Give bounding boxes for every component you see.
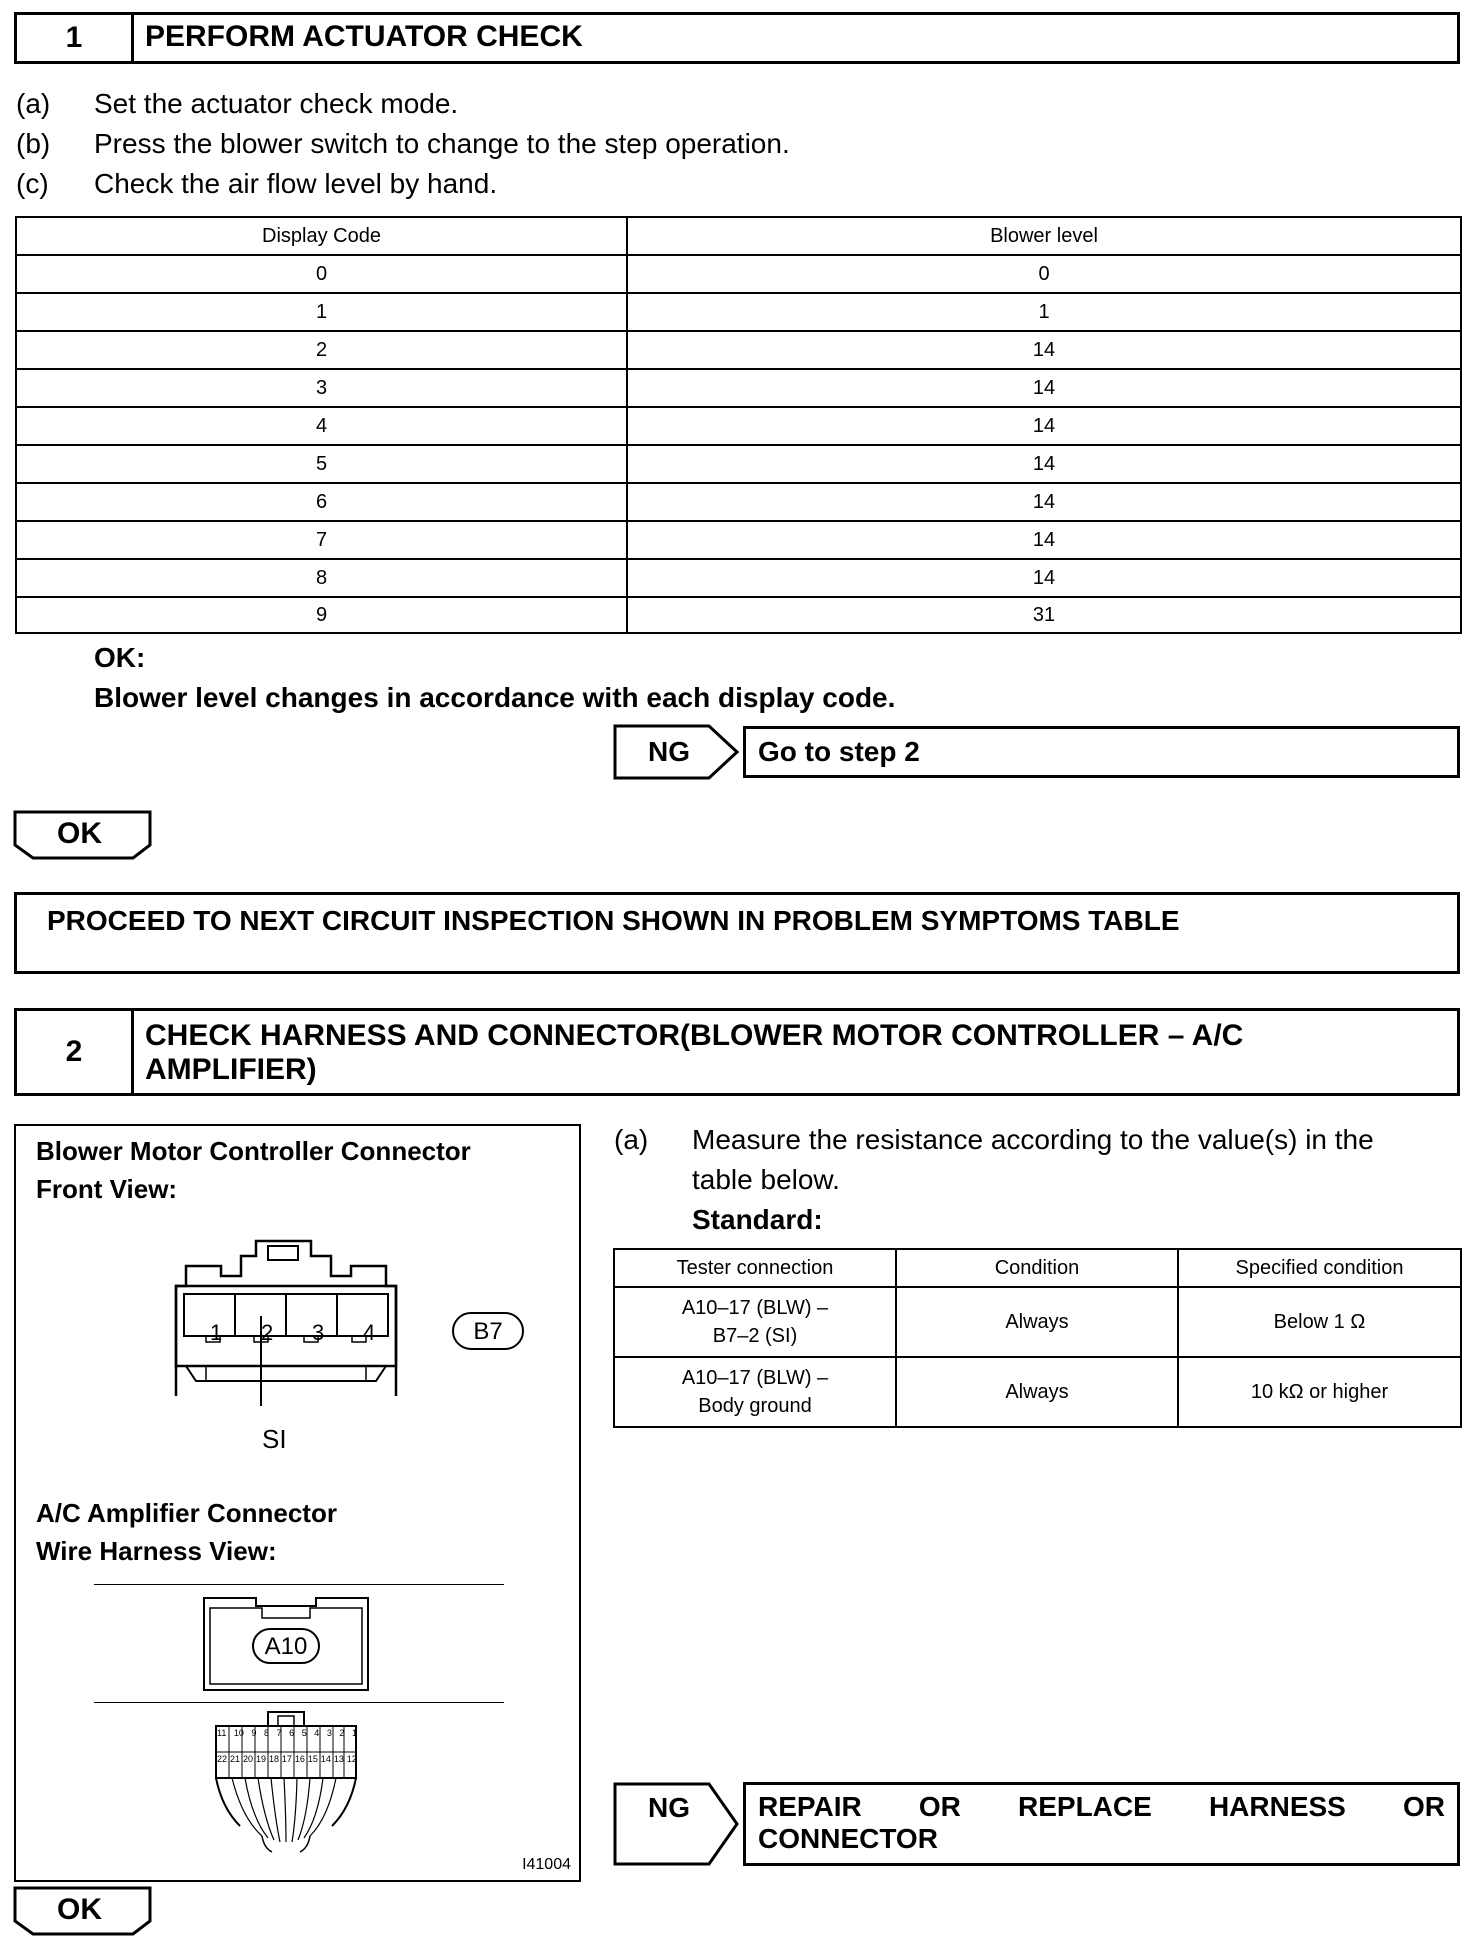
pin-si-label: SI xyxy=(262,1424,287,1454)
step2-header xyxy=(14,1008,1460,1096)
ok-criteria: Blower level changes in accordance with each display code. xyxy=(94,682,896,713)
connector-id-b7: B7 xyxy=(452,1312,524,1350)
step2-number: 2 xyxy=(17,1011,134,1093)
pin-label-1: 1 xyxy=(210,1320,223,1345)
table-row: 8 14 xyxy=(16,559,1461,597)
figure-caption-blower-line2: Front View: xyxy=(36,1174,178,1204)
header-display-code: Display Code xyxy=(16,217,627,255)
step2-instruction-label: (a) xyxy=(614,1124,649,1155)
pin-label-2: 2 xyxy=(261,1320,274,1345)
header-specified-condition: Specified condition xyxy=(1178,1249,1461,1287)
divider-line xyxy=(94,1584,504,1585)
table-row: 1 1 xyxy=(16,293,1461,331)
ng-action-box[interactable] xyxy=(743,726,1460,778)
step2-instruction-line2: table below. xyxy=(692,1164,840,1195)
header-tester-connection: Tester connection xyxy=(614,1249,896,1287)
ng-label: NG xyxy=(648,736,690,767)
step2-title-line2: AMPLIFIER) xyxy=(145,1053,317,1086)
ok-label: OK: xyxy=(94,642,146,673)
ok-button-label: OK xyxy=(57,817,102,850)
resistance-table xyxy=(613,1248,1462,1428)
connector-id-a10: A10 xyxy=(252,1628,320,1664)
table-row: A10–17 (BLW) – Body ground Always 10 kΩ or higher xyxy=(614,1357,1461,1427)
table-row: A10–17 (BLW) – B7–2 (SI) Always Below 1 Ω xyxy=(614,1287,1461,1357)
proceed-box[interactable] xyxy=(14,892,1460,974)
table-row: 9 31 xyxy=(16,597,1461,633)
table-row: 7 14 xyxy=(16,521,1461,559)
header-condition: Condition xyxy=(896,1249,1178,1287)
pin-label-3: 3 xyxy=(312,1320,325,1345)
harness-pin-row-2: 22 21 20 19 18 17 16 15 14 13 12 xyxy=(217,1754,357,1764)
step2-title-line1: CHECK HARNESS AND CONNECTOR(BLOWER MOTOR CONTROLLER – A/C xyxy=(145,1019,1244,1052)
divider-line xyxy=(94,1702,504,1703)
ng-label: NG xyxy=(648,1792,690,1823)
table-header-row xyxy=(614,1249,1461,1287)
standard-label: Standard: xyxy=(692,1204,823,1235)
ng-action-line2: CONNECTOR xyxy=(758,1823,938,1854)
pin-label-4: 4 xyxy=(363,1320,376,1345)
table-row: 6 14 xyxy=(16,483,1461,521)
figure-caption-blower-line1: Blower Motor Controller Connector xyxy=(36,1136,471,1166)
table-row: 4 14 xyxy=(16,407,1461,445)
ng-action-text: Go to step 2 xyxy=(758,736,920,767)
table-row: 5 14 xyxy=(16,445,1461,483)
harness-pin-row-1: 11 10 9 8 7 6 5 4 3 2 1 xyxy=(217,1728,357,1738)
ok-button-label: OK xyxy=(57,1893,102,1926)
table-row: 2 14 xyxy=(16,331,1461,369)
proceed-text: PROCEED TO NEXT CIRCUIT INSPECTION SHOWN IN PROBLEM SYMPTOMS TABLE xyxy=(47,905,1180,936)
connector-figure xyxy=(14,1124,581,1882)
step1-title: PERFORM ACTUATOR CHECK xyxy=(145,20,583,53)
step2-instruction-line1: Measure the resistance according to the value(s) in the xyxy=(692,1124,1374,1155)
figure-caption-ac-line2: Wire Harness View: xyxy=(36,1536,277,1566)
blower-level-table xyxy=(15,216,1462,634)
step1-header xyxy=(14,12,1460,64)
table-row: 3 14 xyxy=(16,369,1461,407)
ng-action-line1: REPAIR OR REPLACE HARNESS OR xyxy=(758,1791,1445,1822)
figure-caption-ac-line1: A/C Amplifier Connector xyxy=(36,1498,337,1528)
header-blower-level: Blower level xyxy=(627,217,1461,255)
blower-connector-diagram xyxy=(166,1236,446,1406)
ng-action-box[interactable] xyxy=(743,1782,1460,1866)
table-header-row xyxy=(16,217,1461,255)
figure-code: I41004 xyxy=(522,1856,571,1873)
table-row: 0 0 xyxy=(16,255,1461,293)
step1-number: 1 xyxy=(17,15,134,61)
